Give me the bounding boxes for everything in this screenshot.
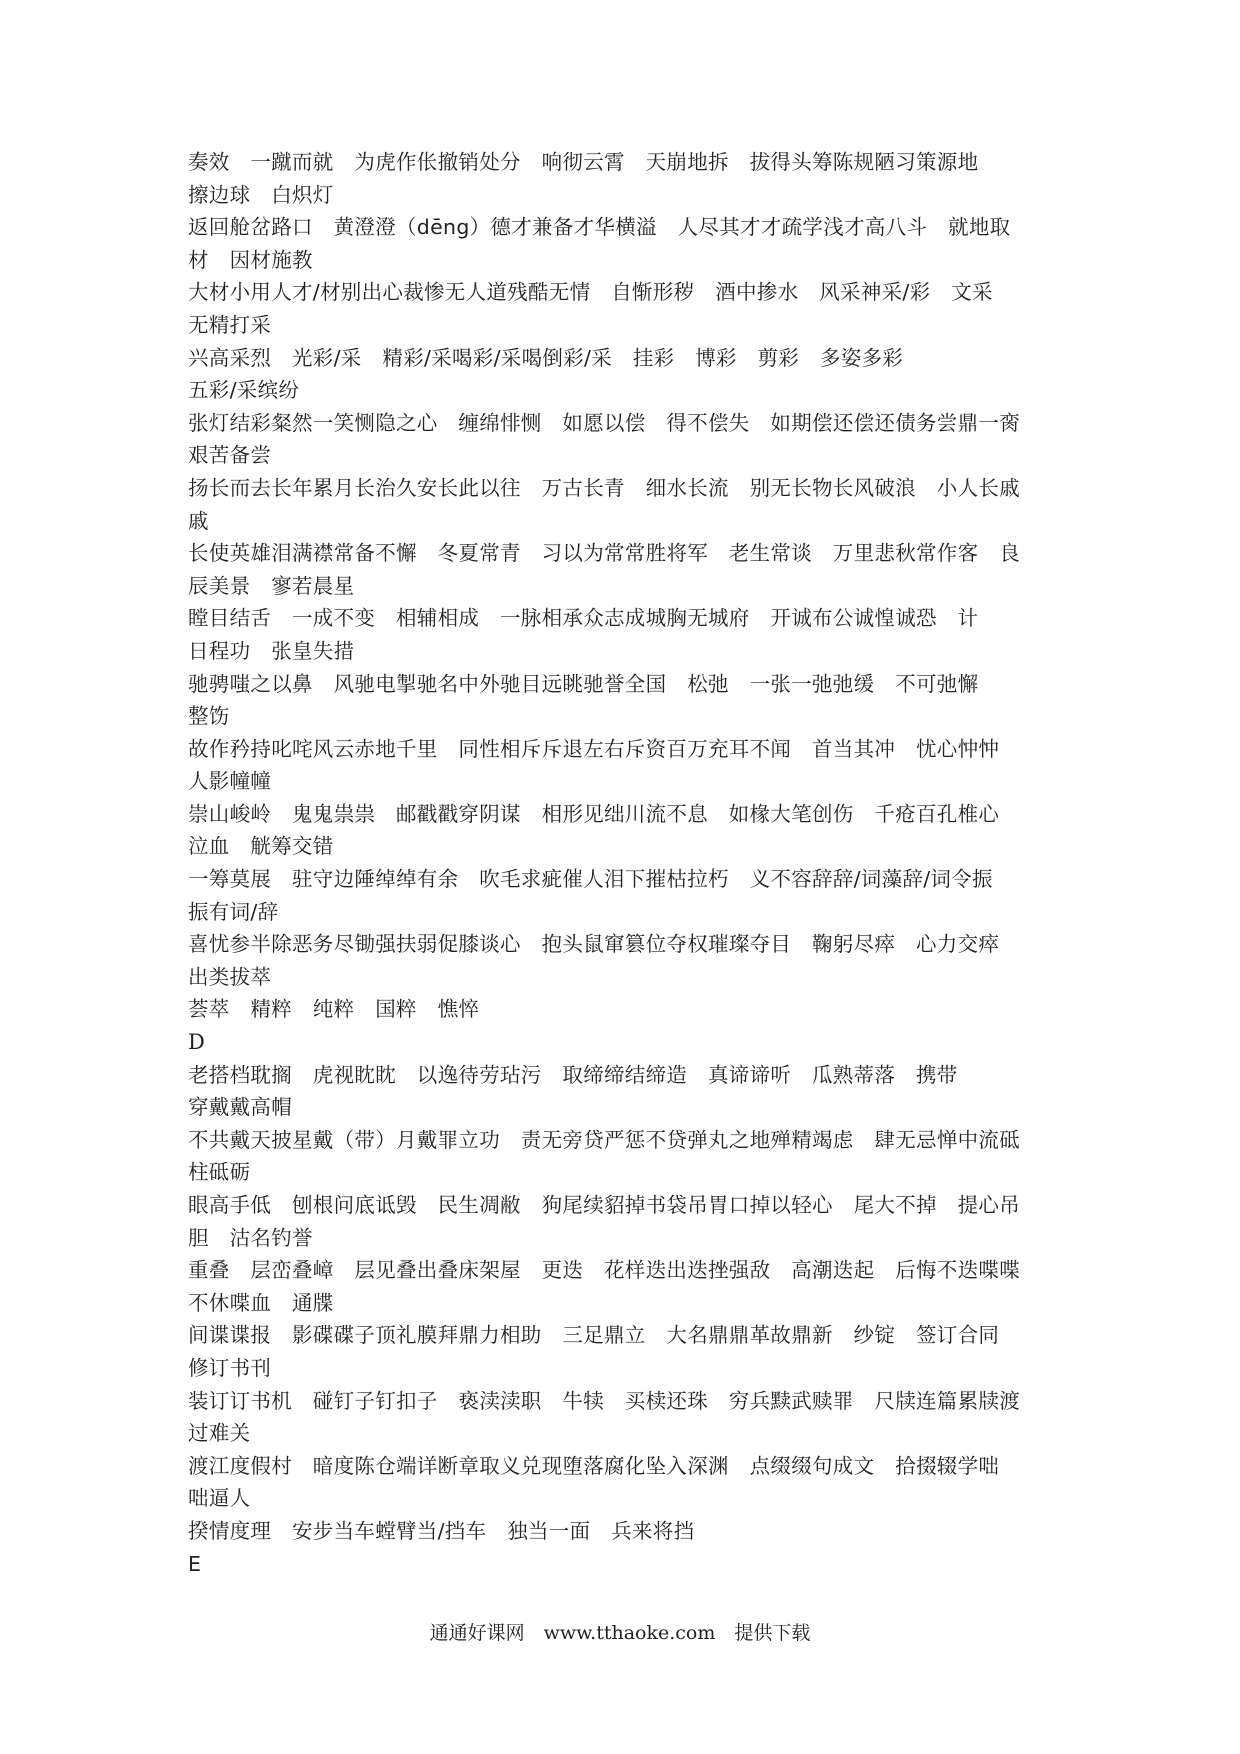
text-line: 不共戴天披星戴（带）月戴罪立功 责无旁贷严惩不贷弹丸之地殚精竭虑 肆无忌惮中流砥: [188, 1127, 1020, 1152]
text-line: 无精打采: [188, 312, 272, 337]
text-line: 艰苦备尝: [188, 443, 272, 468]
text-line: 擦边球 白炽灯: [188, 182, 334, 207]
text-line: 荟萃 精粹 纯粹 国粹 憔悴: [188, 997, 480, 1022]
text-line: 整饬: [188, 704, 230, 729]
text-line: 老搭档耽搁 虎视眈眈 以逸待劳玷污 取缔缔结缔造 真谛谛听 瓜熟蒂落 携带: [188, 1062, 958, 1087]
text-line: 穿戴戴高帽: [188, 1095, 292, 1120]
text-line: 过难关: [188, 1421, 251, 1446]
text-line: 辰美景 寥若晨星: [188, 573, 355, 598]
text-line: 出类拔萃: [188, 964, 272, 989]
text-line: 张灯结彩粲然一笑恻隐之心 缠绵悱恻 如愿以偿 得不偿失 如期偿还偿还债务尝鼎一脔: [188, 410, 1020, 435]
text-line: 揆情度理 安步当车螳臂当/挡车 独当一面 兵来将挡: [188, 1518, 695, 1543]
text-line: 人影幢幢: [188, 769, 272, 794]
text-line: 渡江度假村 暗度陈仓端详断章取义兑现堕落腐化坠入深渊 点缀缀句成文 拾掇辍学咄: [188, 1453, 1000, 1478]
text-line: 兴高采烈 光彩/采 精彩/采喝彩/采喝倒彩/采 挂彩 博彩 剪彩 多姿多彩: [188, 345, 904, 370]
text-line: 修订书刊: [188, 1355, 272, 1380]
text-line: 崇山峻岭 鬼鬼祟祟 邮戳戳穿阴谋 相形见绌川流不息 如椽大笔创伤 千疮百孔椎心: [188, 801, 1000, 826]
text-line: E: [188, 1551, 202, 1576]
text-line: 戚: [188, 508, 209, 533]
text-line: 驰骋嗤之以鼻 风驰电掣驰名中外驰目远眺驰誉全国 松弛 一张一弛弛缓 不可弛懈: [188, 671, 979, 696]
text-line: 一筹莫展 驻守边陲绰绰有余 吹毛求疵催人泪下摧枯拉朽 义不容辞辞/词藻辞/词令振: [188, 867, 993, 892]
text-line: 返回舱岔路口 黄澄澄（dēng）德才兼备才华横溢 人尽其才才疏学浅才高八斗 就地取: [188, 215, 1011, 240]
text-line: 故作矜持叱咤风云赤地千里 同性相斥斥退左右斥资百万充耳不闻 首当其冲 忧心忡忡: [188, 736, 1000, 761]
text-line: 五彩/采缤纷: [188, 378, 300, 403]
text-line: 材 因材施教: [188, 247, 313, 272]
text-line: 间谍谍报 影碟碟子顶礼膜拜鼎力相助 三足鼎立 大名鼎鼎革故鼎新 纱锭 签订合同: [188, 1323, 1000, 1348]
text-line: 长使英雄泪满襟常备不懈 冬夏常青 习以为常常胜将军 老生常谈 万里悲秋常作客 良: [188, 541, 1020, 566]
document-body: [188, 146, 1068, 1580]
text-line: 瞠目结舌 一成不变 相辅相成 一脉相承众志成城胸无城府 开诚布公诚惶诚恐 计: [188, 606, 979, 631]
text-line: 喜忧参半除恶务尽锄强扶弱促膝谈心 抱头鼠窜篡位夺权璀璨夺目 鞠躬尽瘁 心力交瘁: [188, 932, 1000, 957]
text-line: 日程功 张皇失措: [188, 638, 355, 663]
text-line: 重叠 层峦叠嶂 层见叠出叠床架屋 更迭 花样迭出迭挫强敌 高潮迭起 后悔不迭喋喋: [188, 1258, 1020, 1283]
page-footer: 通通好课网 www.tthaoke.com 提供下载: [429, 1622, 811, 1644]
section-letter-d: D: [188, 1030, 206, 1055]
text-line: 泣血 觥筹交错: [188, 834, 334, 859]
text-line: 咄逼人: [188, 1486, 251, 1511]
text-line: 大材小用人才/材别出心裁惨无人道残酷无情 自惭形秽 酒中掺水 风采神采/彩 文采: [188, 280, 993, 305]
text-line: 胆 沽名钓誉: [188, 1225, 313, 1250]
text-line: 装订订书机 碰钉子钉扣子 亵渎渎职 牛犊 买椟还珠 穷兵黩武赎罪 尺牍连篇累牍渡: [188, 1388, 1020, 1413]
text-line: 振有词/辞: [188, 899, 279, 924]
text-line: 柱砥砺: [188, 1160, 251, 1185]
text-line: 不休喋血 通牒: [188, 1290, 334, 1315]
text-line: 奏效 一蹴而就 为虎作伥撤销处分 响彻云霄 天崩地拆 拔得头筹陈规陋习策源地: [188, 150, 979, 174]
text-line: 眼高手低 刨根问底诋毁 民生凋敝 狗尾续貂掉书袋吊胃口掉以轻心 尾大不掉 提心吊: [188, 1193, 1020, 1217]
text-line: 扬长而去长年累月长治久安长此以往 万古长青 细水长流 别无长物长风破浪 小人长戚: [188, 475, 1020, 500]
